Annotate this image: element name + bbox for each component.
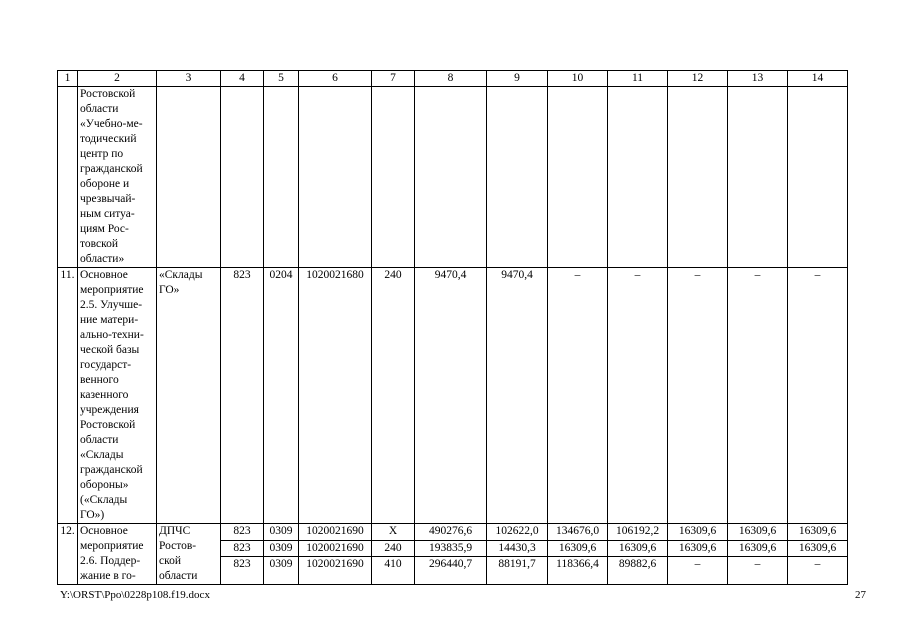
row-number: 12. (58, 524, 78, 585)
column-number: 4 (221, 71, 264, 87)
cell-year: 118366,4 (548, 557, 608, 585)
column-number: 7 (372, 71, 415, 87)
cell-grbs: 823 (221, 268, 264, 524)
cell-total: 490276,6 (415, 524, 487, 541)
cell-grbs: 823 (221, 557, 264, 585)
cell-year: 89882,6 (608, 557, 668, 585)
cell-year: – (728, 268, 788, 524)
cell-year: – (728, 557, 788, 585)
measure-name-continuation: Ростовской области «Учебно-ме- тодический центр по гражданской обороне и чрезвычай- ным ситуа- циям Рос- товской области» (78, 87, 157, 268)
continuation-row (58, 87, 848, 268)
table-row (58, 268, 848, 524)
cell-grbs: 823 (221, 524, 264, 541)
column-number: 8 (415, 71, 487, 87)
cell-vr: 410 (372, 557, 415, 585)
executor: «Склады ГО» (157, 268, 221, 524)
cell-year: – (788, 268, 848, 524)
cell-csr: 1020021690 (299, 524, 372, 541)
cell-year: 9470,4 (487, 268, 548, 524)
column-number: 2 (78, 71, 157, 87)
cell-year: 106192,2 (608, 524, 668, 541)
cell-year: 16309,6 (668, 524, 728, 541)
cell-csr: 1020021690 (299, 540, 372, 557)
cell-year: 16309,6 (728, 540, 788, 557)
cell-year: 102622,0 (487, 524, 548, 541)
cell-total: 193835,9 (415, 540, 487, 557)
column-number: 3 (157, 71, 221, 87)
cell-year: 16309,6 (788, 540, 848, 557)
executor: ДПЧС Ростов- ской области (157, 524, 221, 585)
column-number: 10 (548, 71, 608, 87)
measure-name: Основное мероприятие 2.5. Улучше- ние матери- ально-техни- ческой базы государст- венного казенного учреждения Ростовской области «Склады гражданской обороны» («Склады ГО») (78, 268, 157, 524)
page-number: 27 (855, 589, 866, 601)
cell-year: 16309,6 (548, 540, 608, 557)
cell-year: 16309,6 (668, 540, 728, 557)
cell-year: 16309,6 (788, 524, 848, 541)
cell-year: 88191,7 (487, 557, 548, 585)
column-number: 11 (608, 71, 668, 87)
cell-csr: 1020021680 (299, 268, 372, 524)
cell-grbs: 823 (221, 540, 264, 557)
measure-name: Основное мероприятие 2.6. Поддер- жание в го- (78, 524, 157, 585)
table-row (58, 524, 848, 541)
cell-vr: 240 (372, 540, 415, 557)
cell-vr: 240 (372, 268, 415, 524)
cell-year: – (608, 268, 668, 524)
column-number: 12 (668, 71, 728, 87)
budget-table (57, 70, 848, 585)
cell-total: 9470,4 (415, 268, 487, 524)
cell-rzpr: 0309 (264, 557, 299, 585)
cell-rzpr: 0309 (264, 540, 299, 557)
cell-year: – (788, 557, 848, 585)
column-number: 9 (487, 71, 548, 87)
cell-year: – (668, 557, 728, 585)
cell-csr: 1020021690 (299, 557, 372, 585)
column-number: 14 (788, 71, 848, 87)
cell-rzpr: 0204 (264, 268, 299, 524)
row-number: 11. (58, 268, 78, 524)
column-number-row (58, 71, 848, 87)
cell-year: 16309,6 (728, 524, 788, 541)
cell-year: – (548, 268, 608, 524)
cell-year: – (668, 268, 728, 524)
column-number: 5 (264, 71, 299, 87)
cell-rzpr: 0309 (264, 524, 299, 541)
cell-total: 296440,7 (415, 557, 487, 585)
cell-year: 134676,0 (548, 524, 608, 541)
cell-year: 16309,6 (608, 540, 668, 557)
cell-year: 14430,3 (487, 540, 548, 557)
cell-vr: Х (372, 524, 415, 541)
column-number: 13 (728, 71, 788, 87)
column-number: 1 (58, 71, 78, 87)
column-number: 6 (299, 71, 372, 87)
file-path: Y:\ORST\Ppo\0228p108.f19.docx (60, 589, 210, 601)
